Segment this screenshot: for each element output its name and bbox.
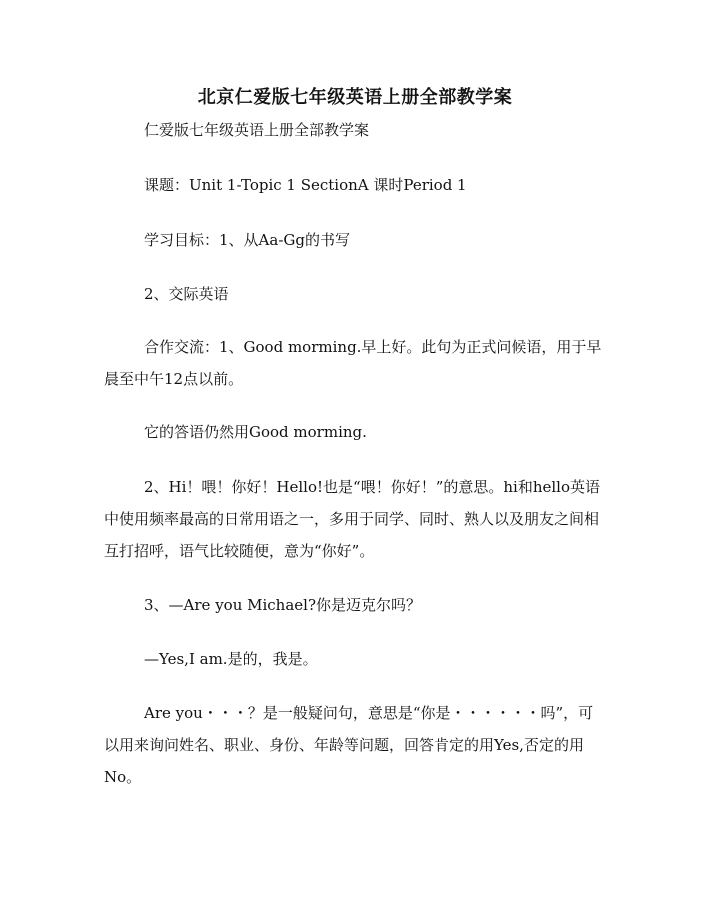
paragraph-subtitle: 仁爱版七年级英语上册全部教学案 bbox=[144, 121, 370, 139]
paragraph-reply-note: 它的答语仍然用Good morming. bbox=[144, 423, 367, 441]
paragraph-are-you-michael: 3、—Are you Michael?你是迈克尔吗？ bbox=[144, 596, 422, 614]
paragraph-learning-goal-2: 2、交际英语 bbox=[144, 285, 229, 303]
paragraph-lesson-topic: 课题：Unit 1-Topic 1 SectionA 课时Period 1 bbox=[144, 176, 467, 194]
paragraph-yes-i-am: —Yes,I am.是的，我是。 bbox=[144, 650, 318, 668]
paragraph-cooperation-1: 合作交流：1、Good morming.早上好。此句为正式问候语，用于早晨至中午12点以前。 bbox=[104, 338, 602, 388]
document-title: 北京仁爱版七年级英语上册全部教学案 bbox=[197, 87, 513, 108]
paragraph-are-you-explanation: Are you・・・？是一般疑问句，意思是“你是・・・・・・吗”，可以用来询问姓名、职业、身份、年龄等问题，回答肯定的用Yes,否定的用No。 bbox=[104, 704, 594, 786]
paragraph-learning-goal-1: 学习目标：1、从Aa-Gg的书写 bbox=[144, 231, 350, 249]
paragraph-hi-hello: 2、Hi！喂！你好！Hello!也是“喂！你好！”的意思。hi和hello英语中使用频率最高的日常用语之一，多用于同学、同时、熟人以及朋友之间相互打招呼，语气比较随便，意为“你好”。 bbox=[104, 478, 600, 560]
